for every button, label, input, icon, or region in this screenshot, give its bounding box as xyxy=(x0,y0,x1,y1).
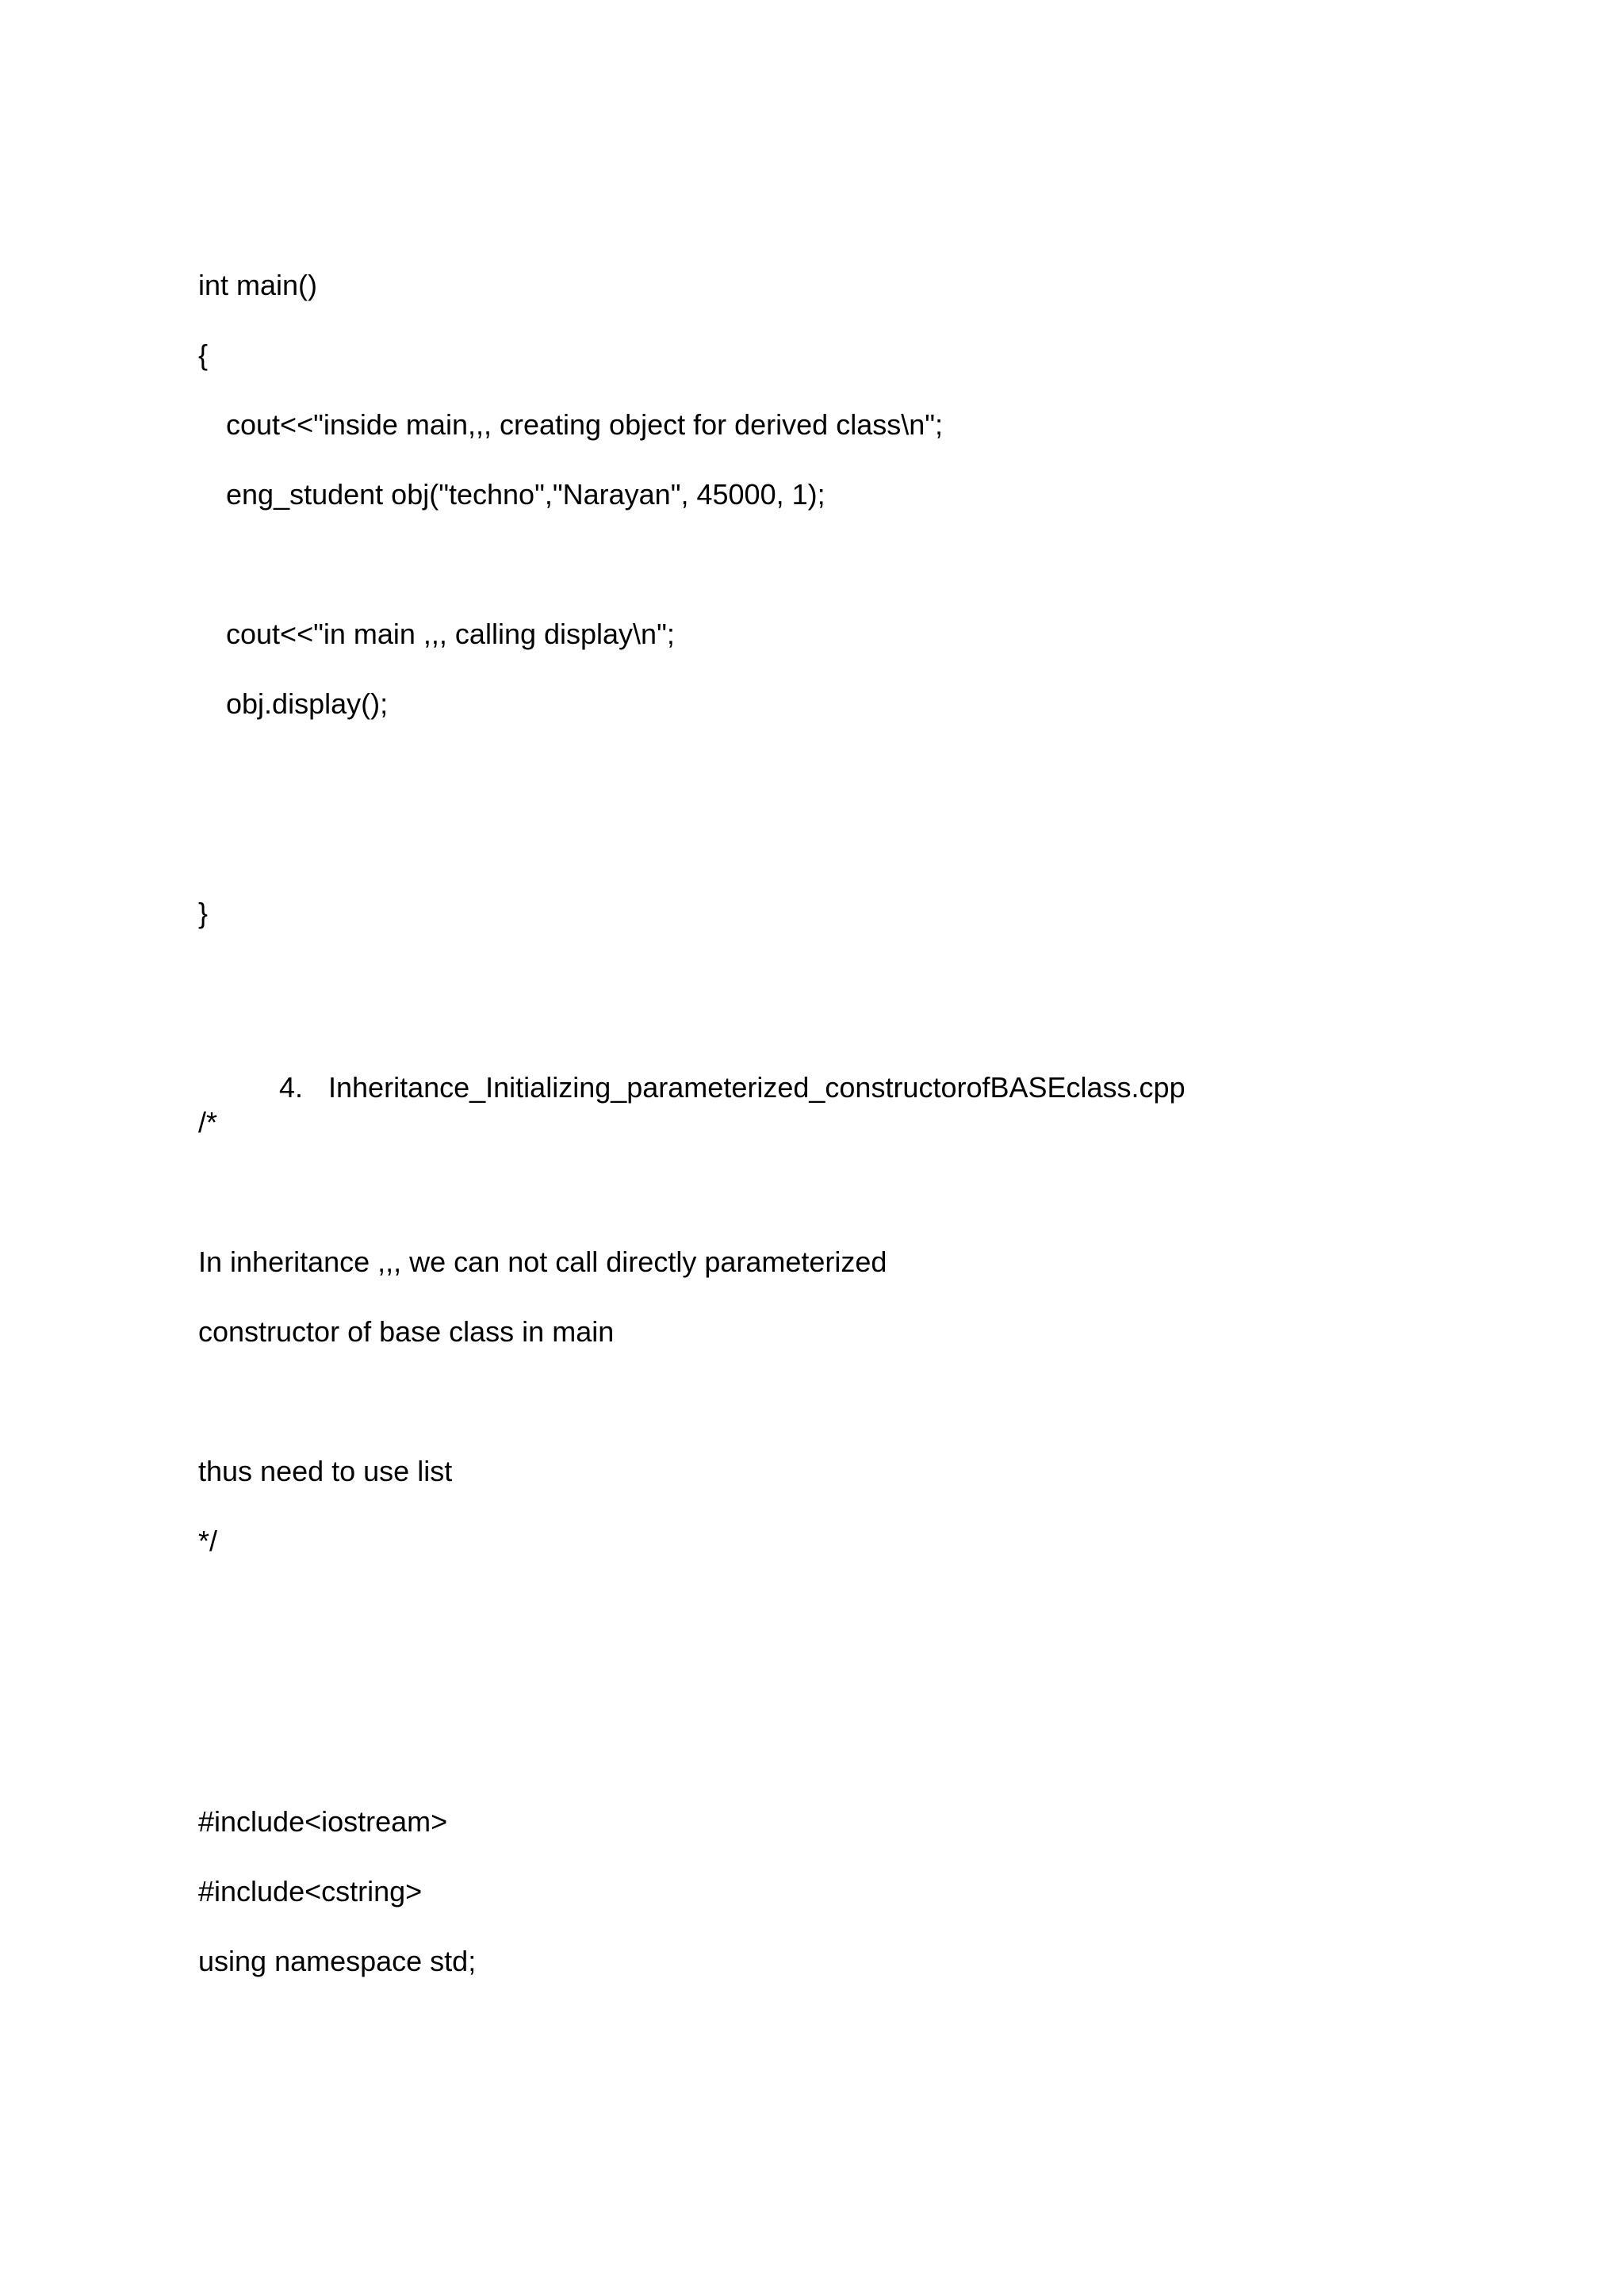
code-line-include-iostream: #include<iostream> xyxy=(198,1805,448,1838)
code-line-main-signature: int main() xyxy=(198,269,318,301)
code-line-close-brace: } xyxy=(198,897,209,929)
section-heading-4 xyxy=(247,1035,1185,1140)
comment-line-3: thus need to use list xyxy=(198,1455,453,1487)
code-line-display-call: obj.display(); xyxy=(226,687,389,720)
comment-open: /* xyxy=(198,1106,218,1138)
comment-close: */ xyxy=(198,1525,218,1557)
code-line-include-cstring: #include<cstring> xyxy=(198,1875,423,1908)
code-line-using-namespace: using namespace std; xyxy=(198,1945,477,1977)
code-line-cout-calling-display: cout<<"in main ,,, calling display\n"; xyxy=(226,618,675,650)
code-line-object-creation: eng_student obj("techno","Narayan", 45000, 1); xyxy=(226,478,825,511)
comment-line-1: In inheritance ,,, we can not call directly parameterized xyxy=(198,1246,887,1278)
section-number: 4. xyxy=(279,1071,304,1104)
comment-line-2: constructor of base class in main xyxy=(198,1315,615,1348)
code-line-cout-inside-main: cout<<"inside main,,, creating object for derived class\n"; xyxy=(226,408,944,441)
section-title: Inheritance_Initializing_parameterized_constructorofBASEclass.cpp xyxy=(328,1071,1185,1104)
code-line-open-brace: { xyxy=(198,339,209,371)
